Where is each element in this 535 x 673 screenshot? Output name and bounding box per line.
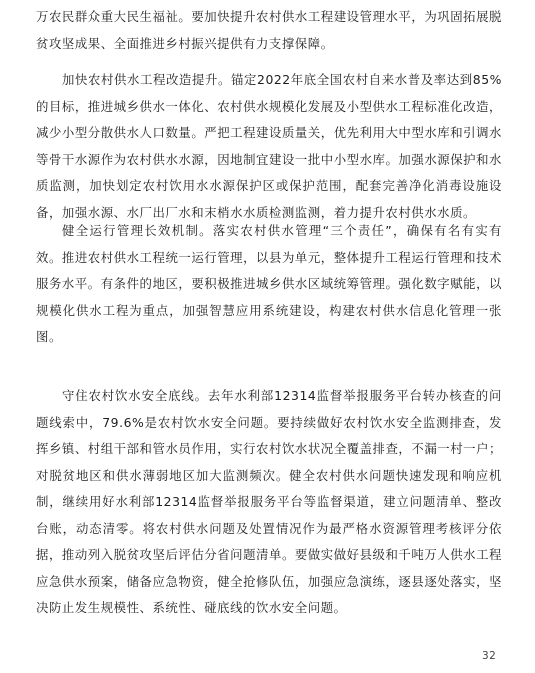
paragraph-operation-management: 健全运行管理长效机制。落实农村供水管理“三个责任”，确保有名有实有效。推进农村供水工程统一运行管理，以县为单元，整体提升工程运行管理和技术服务水平。有条件的地区，要积极推进城乡供水区域统筹管理。强化数字赋能，以规模化供水工程为重点，加强智慧应用系统建设，构建农村供水信息化管理一张图。 [36, 223, 502, 344]
page-number: 32 [482, 650, 497, 662]
paragraph-continuation: 万农民群众重大民生福祉。要加快提升农村供水工程建设管理水平，为巩固拓展脱贫攻坚成果、全面推进乡村振兴提供有力支撑保障。 [36, 9, 502, 51]
paragraph-water-supply-upgrade: 加快农村供水工程改造提升。锚定2022年底全国农村自来水普及率达到85%的目标，推进城乡供水一体化、农村供水规模化发展及小型供水工程标准化改造，减少小型分散供水人口数量。严把工程建设质量关，优先利用大中型水库和引调水等骨干水源作为农村供水水源，因地制宜建设一批中小型水库。加强水源保护和水质监测，加快划定农村饮用水水源保护区或保护范围，配套完善净化消毒设施设备，加强水源、水厂出厂水和末梢水水质检测监测，着力提升农村供水水质。 [36, 72, 502, 220]
paragraph-drinking-water-safety: 守住农村饮水安全底线。去年水利部12314监督举报服务平台转办核查的问题线索中，79.6%是农村饮水安全问题。要持续做好农村饮水安全监测排查，发挥乡镇、村组干部和管水员作用，实行农村饮水状况全覆盖排查，不漏一村一户；对脱贫地区和供水薄弱地区加大监测频次。健全农村供水问题快速发现和响应机制，继续用好水利部12314监督举报服务平台等监督渠道，建立问题清单、整改台账，动态清零。将农村供水问题及处置情况作为最严格水资源管理考核评分依据，推动列入脱贫攻坚后评估分省问题清单。要做实做好县级和千吨万人供水工程应急供水预案，储备应急物资，健全抢修队伍，加强应急演练，逐县逐处落实，坚决防止发生规模性、系统性、碰底线的饮水安全问题。 [36, 388, 502, 615]
